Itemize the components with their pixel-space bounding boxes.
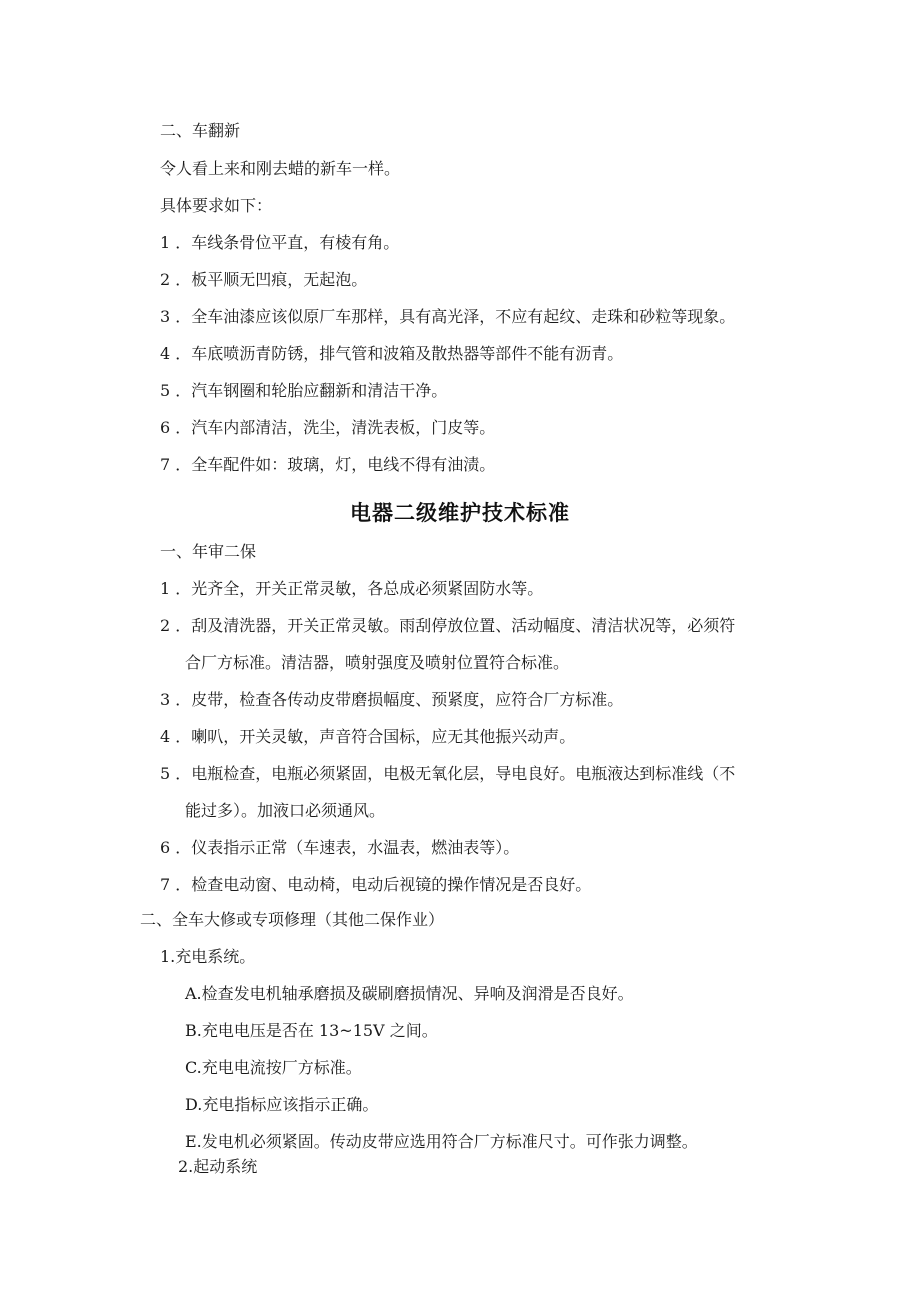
list-item: E.发电机必须紧固。传动皮带应选用符合厂方标准尺寸。可作张力调整。 (185, 1132, 698, 1151)
list-item: C.充电电流按厂方标准。 (185, 1058, 362, 1077)
list-item: B.充电电压是否在 13~15V 之间。 (185, 1021, 438, 1040)
section-heading: 二、全车大修或专项修理（其他二保作业） (140, 910, 445, 929)
document-title: 电器二级维护技术标准 (350, 501, 570, 525)
section-heading: 二、车翻新 (160, 121, 241, 140)
list-item: 7 ．检查电动窗、电动椅，电动后视镜的操作情况是否良好。 (160, 875, 592, 894)
list-item-continuation: 能过多）。加液口必须通风。 (185, 801, 386, 820)
list-item: 6 ．仪表指示正常（车速表，水温表，燃油表等）。 (160, 838, 520, 857)
list-item: 2 ．刮及清洗器，开关正常灵敏。雨刮停放位置、活动幅度、清洁状况等，必须符 (160, 616, 736, 635)
list-item: 3 ．全车油漆应该似原厂车那样，具有高光泽，不应有起纹、走珠和砂粒等现象。 (160, 307, 736, 326)
section-heading: 一、年审二保 (160, 542, 257, 561)
list-item: 2 ．板平顺无凹痕，无起泡。 (160, 270, 368, 289)
subsection-heading: 1.充电系统。 (160, 947, 256, 966)
list-item: 4 ．车底喷沥青防锈，排气管和波箱及散热器等部件不能有沥青。 (160, 344, 624, 363)
subsection-heading: 2.起动系统 (178, 1157, 258, 1176)
list-item-continuation: 合厂方标准。清洁器，喷射强度及喷射位置符合标准。 (185, 653, 570, 672)
list-item: D.充电指标应该指示正确。 (185, 1095, 379, 1114)
list-item: 6 ．汽车内部清洁，洗尘，清洗表板，门皮等。 (160, 418, 496, 437)
paragraph: 具体要求如下： (160, 196, 273, 215)
list-item: 1 ．车线条骨位平直，有棱有角。 (160, 233, 400, 252)
list-item: 1 ．光齐全，开关正常灵敏，各总成必须紧固防水等。 (160, 579, 544, 598)
list-item: 5 ．汽车钢圈和轮胎应翻新和清洁干净。 (160, 381, 448, 400)
list-item: 4 ．喇叭，开关灵敏，声音符合国标，应无其他振兴动声。 (160, 727, 576, 746)
paragraph: 令人看上来和刚去蜡的新车一样。 (160, 159, 401, 178)
list-item: 5 ．电瓶检查，电瓶必须紧固，电极无氧化层，导电良好。电瓶液达到标准线（不 (160, 764, 736, 783)
list-item: A.检查发电机轴承磨损及碳刷磨损情况、异响及润滑是否良好。 (185, 984, 634, 1003)
list-item: 3 ．皮带，检查各传动皮带磨损幅度、预紧度，应符合厂方标准。 (160, 690, 624, 709)
list-item: 7 ．全车配件如：玻璃，灯，电线不得有油渍。 (160, 455, 496, 474)
